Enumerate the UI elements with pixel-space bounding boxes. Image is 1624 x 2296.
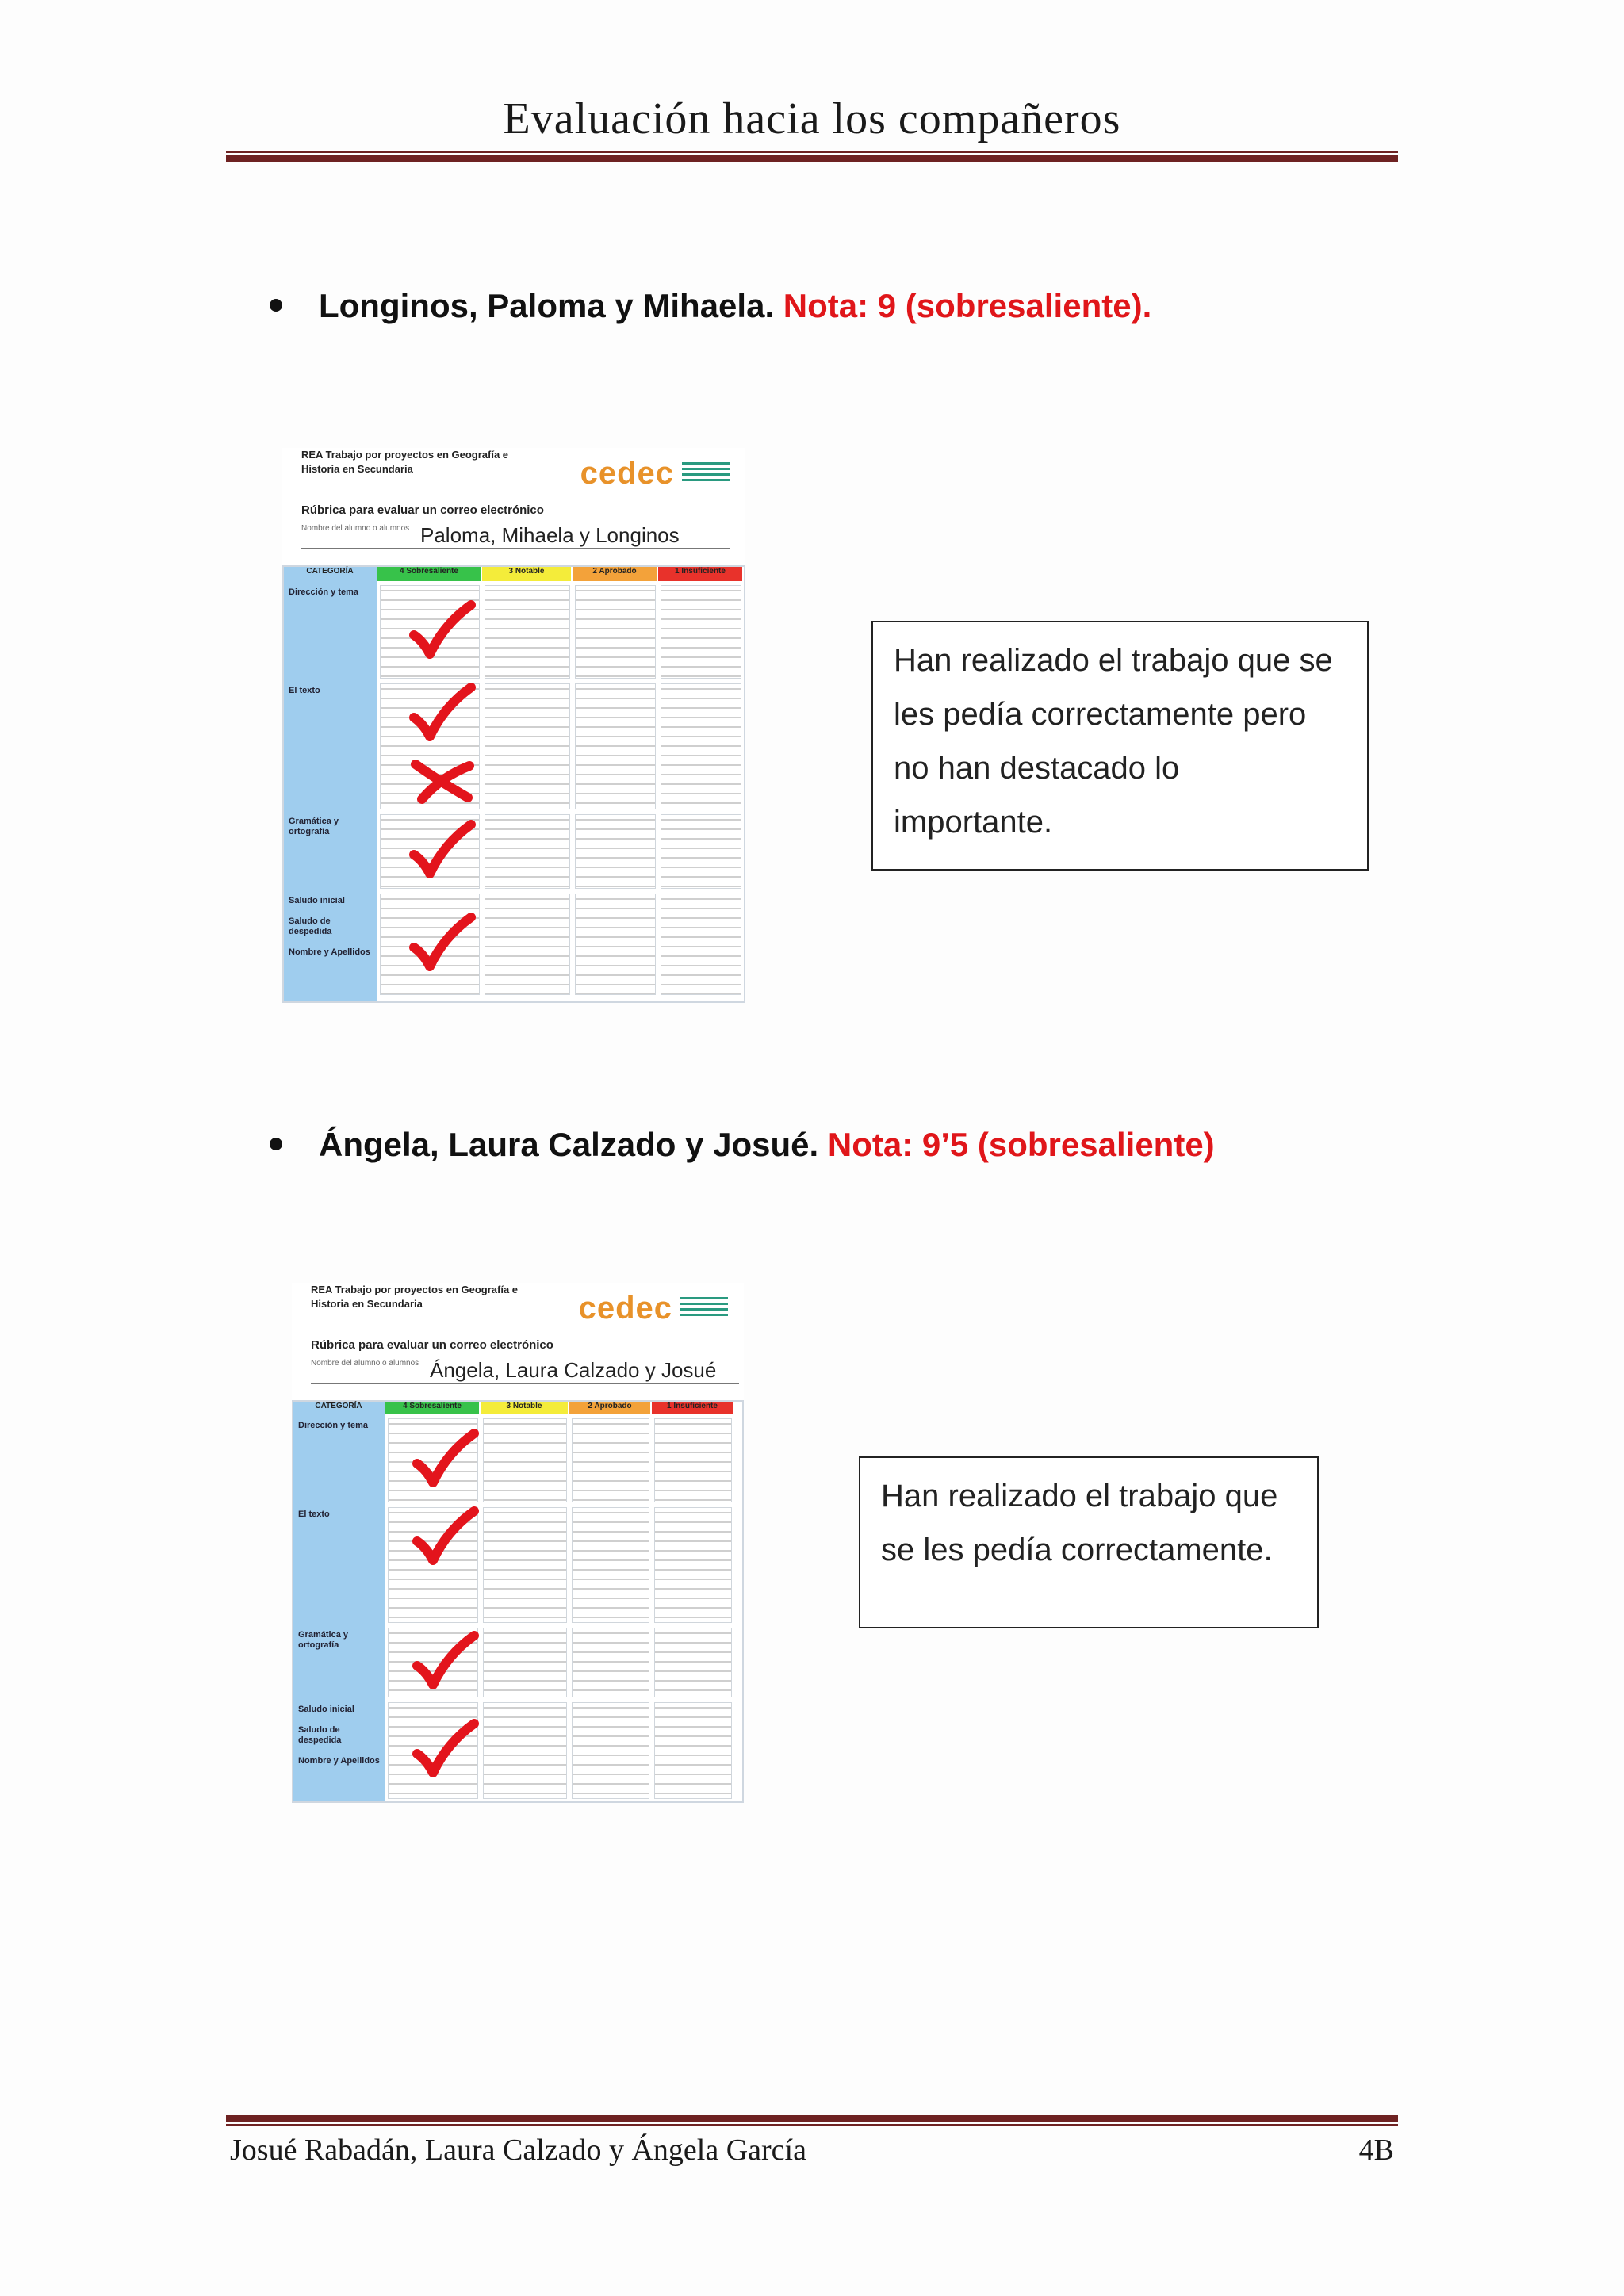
cedec-logo: cedec (580, 456, 674, 491)
cedec-logo-text (680, 1297, 728, 1319)
rubric-cell (575, 814, 656, 889)
cedec-logo-text (682, 462, 730, 484)
rubric-image (292, 1283, 744, 1803)
rubric-header-cell: 3 Notable (481, 1402, 568, 1414)
rubric-project-title: REA Trabajo por proyectos en Geografía e Historia en Secundaria (301, 449, 509, 475)
group-names: Longinos, Paloma y Mihaela. (319, 287, 775, 324)
rubric-category-label: El texto (298, 1510, 330, 1519)
cedec-logo: cedec (578, 1291, 672, 1326)
rubric-student-names: Ángela, Laura Calzado y Josué (430, 1358, 717, 1382)
rubric-header-cell: 2 Aprobado (573, 567, 657, 581)
group-names: Ángela, Laura Calzado y Josué. (319, 1126, 819, 1163)
check-mark-icon (409, 1429, 481, 1492)
rubric-cell (483, 1507, 567, 1623)
footer-authors: Josué Rabadán, Laura Calzado y Ángela García (230, 2133, 806, 2167)
rubric-cell (654, 1628, 732, 1697)
rubric-cell (485, 683, 570, 809)
rubric-cell (483, 1628, 567, 1697)
header-rule (226, 151, 1398, 162)
rubric-category-label: Gramática y ortografía (298, 1630, 348, 1650)
rubric-table (292, 1400, 744, 1803)
rubric-cell (483, 1702, 567, 1799)
grade-label: Nota: 9 (sobresaliente). (783, 287, 1152, 324)
rubric-name-line (311, 1359, 739, 1384)
check-mark-icon (409, 1719, 481, 1782)
rubric-subtitle: Rúbrica para evaluar un correo electrónico (311, 1338, 553, 1352)
rubric-name-line (301, 524, 730, 549)
page-number: 4B (1358, 2133, 1394, 2167)
cross-mark-icon (406, 748, 477, 812)
check-mark-icon (406, 600, 477, 664)
rubric-name-label: Nombre del alumno o alumnos (311, 1359, 419, 1368)
rubric-image (282, 448, 745, 1003)
rubric-name-label: Nombre del alumno o alumnos (301, 524, 410, 533)
rubric-cell (572, 1507, 649, 1623)
rubric-table (282, 565, 745, 1003)
page-title: Evaluación hacia los compañeros (503, 94, 1121, 144)
rubric-header-cell: CATEGORÍA (293, 1402, 384, 1414)
rubric-header-cell: 2 Aprobado (569, 1402, 650, 1414)
rubric-category-label: Saludo inicial Saludo de despedida Nombre y Apellidos (298, 1705, 380, 1766)
check-mark-icon (409, 1506, 481, 1570)
rubric-category-label: Dirección y tema (289, 587, 359, 597)
check-mark-icon (406, 683, 477, 746)
rubric-cell (485, 814, 570, 889)
rubric-cell (575, 585, 656, 679)
rubric-category-label: Dirección y tema (298, 1421, 369, 1430)
rubric-category-label: Saludo inicial Saludo de despedida Nombre y Apellidos (289, 896, 370, 957)
bullet-icon (270, 299, 282, 312)
rubric-cell (661, 894, 741, 995)
check-mark-icon (409, 1631, 481, 1694)
rubric-header-cell: 1 Insuficiente (652, 1402, 733, 1414)
rubric-header-cell: 3 Notable (482, 567, 571, 581)
rubric-project-title: REA Trabajo por proyectos en Geografía e Historia en Secundaria (311, 1284, 519, 1310)
rubric-cell (654, 1418, 732, 1502)
rubric-cell (483, 1418, 567, 1502)
rubric-header-cell: CATEGORÍA (284, 567, 376, 581)
footer-rule (226, 2115, 1398, 2126)
rubric-cell (572, 1628, 649, 1697)
rubric-cell (485, 585, 570, 679)
rubric-cell (661, 814, 741, 889)
rubric-cell (572, 1418, 649, 1502)
rubric-cell (661, 683, 741, 809)
rubric-cell (654, 1702, 732, 1799)
rubric-header-cell: 1 Insuficiente (658, 567, 742, 581)
rubric-header-cell: 4 Sobresaliente (385, 1402, 479, 1414)
rubric-category-label: Gramática y ortografía (289, 817, 339, 836)
comment-box: Han realizado el trabajo que se les pedía correctamente. (859, 1456, 1319, 1628)
comment-box: Han realizado el trabajo que se les pedía correctamente pero no han destacado lo importante. (871, 621, 1369, 871)
rubric-cell (485, 894, 570, 995)
rubric-student-names: Paloma, Mihaela y Longinos (420, 523, 680, 547)
grade-label: Nota: 9’5 (sobresaliente) (827, 1126, 1215, 1163)
check-mark-icon (406, 913, 477, 976)
bullet-icon (270, 1138, 282, 1150)
rubric-cell (654, 1507, 732, 1623)
check-mark-icon (406, 820, 477, 883)
rubric-cell (572, 1702, 649, 1799)
rubric-cell (575, 894, 656, 995)
rubric-subtitle: Rúbrica para evaluar un correo electrónico (301, 503, 544, 517)
rubric-cell (661, 585, 741, 679)
rubric-header-cell: 4 Sobresaliente (377, 567, 481, 581)
rubric-cell (575, 683, 656, 809)
rubric-category-label: El texto (289, 686, 320, 695)
